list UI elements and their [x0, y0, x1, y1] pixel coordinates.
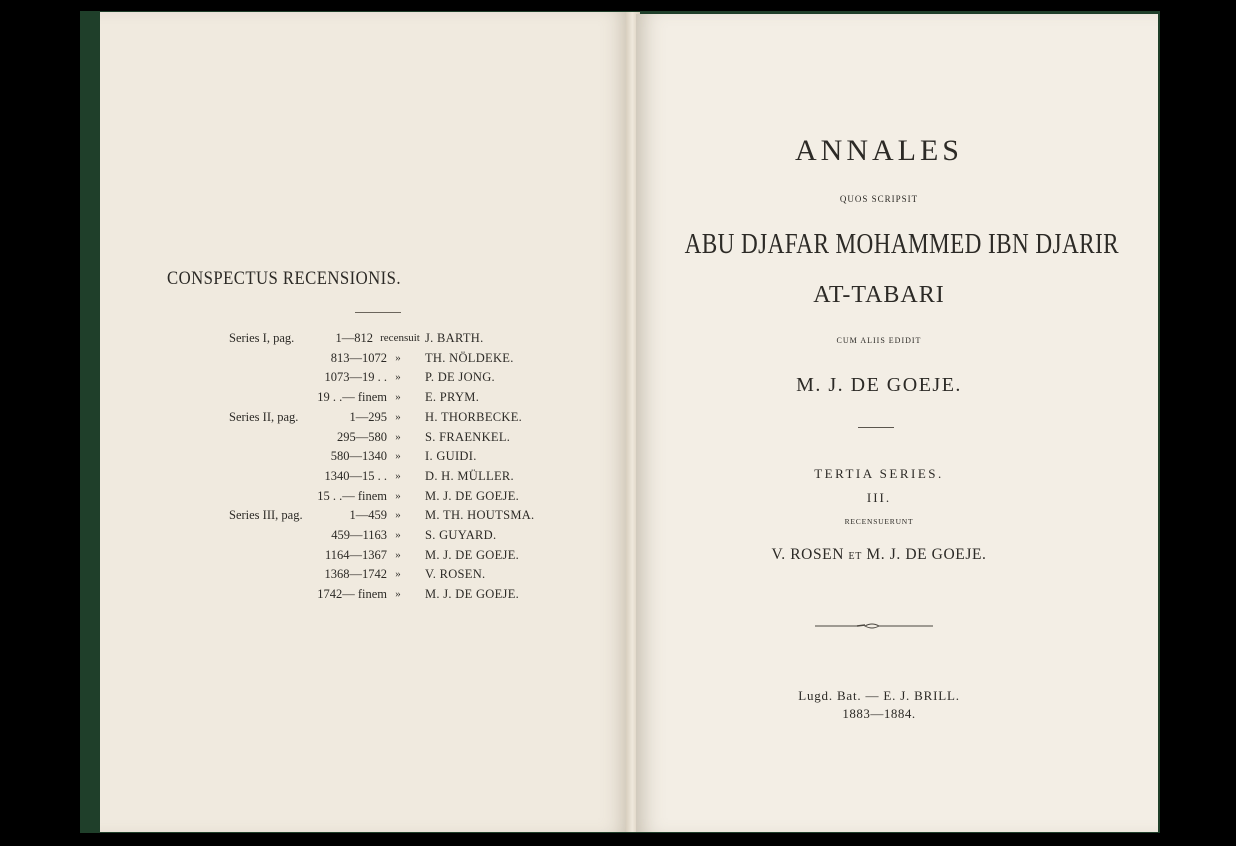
- page-range: 580—1340: [330, 449, 387, 464]
- editor-name: E. PRYM.: [425, 390, 480, 405]
- editor-name: I. GUIDI.: [425, 449, 477, 464]
- editor-name: H. THORBECKE.: [425, 409, 523, 424]
- imprint-years: 1883—1884.: [842, 706, 916, 721]
- editor-name: TH. NÖLDEKE.: [425, 350, 514, 365]
- cum-aliis-edidit: CUM ALIIS EDIDIT: [836, 336, 922, 345]
- recensuit-marker: »: [395, 430, 401, 443]
- editor-name: M. J. DE GOEJE.: [796, 374, 962, 396]
- editor-name: P. DE JONG.: [425, 370, 495, 385]
- title-rule: [355, 312, 401, 313]
- editor-name: J. BARTH.: [425, 331, 484, 345]
- page-range: 1164—1367: [324, 547, 387, 562]
- recensuit-marker: »: [395, 469, 401, 482]
- editor-name: M. J. DE GOEJE.: [425, 587, 520, 602]
- page-range: 1073—19 . .: [324, 370, 387, 385]
- editor-name: M. J. DE GOEJE.: [425, 547, 520, 562]
- page-range: 19 . .— finem: [317, 390, 387, 405]
- recensuit-marker: »: [395, 568, 401, 581]
- recensuit-marker: »: [395, 529, 401, 541]
- recensuerunt-label: RECENSUERUNT: [844, 517, 914, 526]
- editor-name: S. FRAENKEL.: [425, 429, 511, 444]
- page-range: 813—1072: [330, 350, 387, 365]
- series-label: Series III, pag.: [229, 508, 303, 523]
- et-conjunction: ET: [848, 551, 862, 562]
- page-range: 1—459: [349, 508, 387, 523]
- recensuit-marker: »: [395, 351, 401, 364]
- page-range: 1—295: [349, 409, 387, 424]
- series-label: Series II, pag.: [229, 409, 299, 424]
- recensuit-marker: »: [395, 588, 401, 601]
- editor-name: M. J. DE GOEJE.: [425, 488, 520, 503]
- page-range: 1—812: [335, 331, 373, 345]
- recensuit-marker: recensuit: [380, 332, 420, 344]
- author-name: ABU DJAFAR MOHAMMED IBN DJARIR: [684, 228, 1119, 260]
- recensor-rosen: V. ROSEN: [771, 546, 845, 563]
- recensuit-marker: »: [395, 410, 401, 423]
- recensuit-marker: »: [395, 371, 401, 384]
- recensores: [636, 546, 1122, 564]
- book-title: ANNALES: [795, 134, 963, 167]
- recensuit-marker: »: [395, 489, 401, 502]
- page-range: 1340—15 . .: [324, 468, 387, 483]
- editor-name: M. TH. HOUTSMA.: [425, 508, 535, 523]
- series-label: TERTIA SERIES.: [814, 466, 944, 481]
- short-rule: [858, 427, 894, 428]
- recensuit-marker: »: [395, 391, 401, 404]
- page-range: 1368—1742: [324, 567, 387, 582]
- recensuit-marker: »: [395, 450, 401, 463]
- page-range: 1742— finem: [317, 587, 387, 602]
- quos-scripsit: QUOS SCRIPSIT: [839, 194, 919, 204]
- page-range: 295—580: [337, 429, 387, 444]
- page-range: 15 . .— finem: [317, 488, 387, 503]
- printer-ornament: [815, 620, 933, 632]
- imprint: Lugd. Bat. — E. J. BRILL.: [798, 688, 960, 703]
- page-range: 459—1163: [331, 528, 387, 542]
- recensor-goeje: M. J. DE GOEJE.: [866, 546, 987, 563]
- editor-name: V. ROSEN.: [425, 567, 486, 582]
- editor-name: S. GUYARD.: [425, 528, 497, 542]
- recensuit-marker: »: [395, 509, 401, 522]
- recensuit-marker: »: [395, 548, 401, 561]
- editor-name: D. H. MÜLLER.: [425, 468, 514, 483]
- author-nisba: AT-TABARI: [813, 282, 945, 308]
- volume-number: III.: [866, 490, 892, 505]
- series-label: Series I, pag.: [229, 331, 295, 345]
- conspectus-title: CONSPECTUS RECENSIONIS.: [166, 268, 402, 289]
